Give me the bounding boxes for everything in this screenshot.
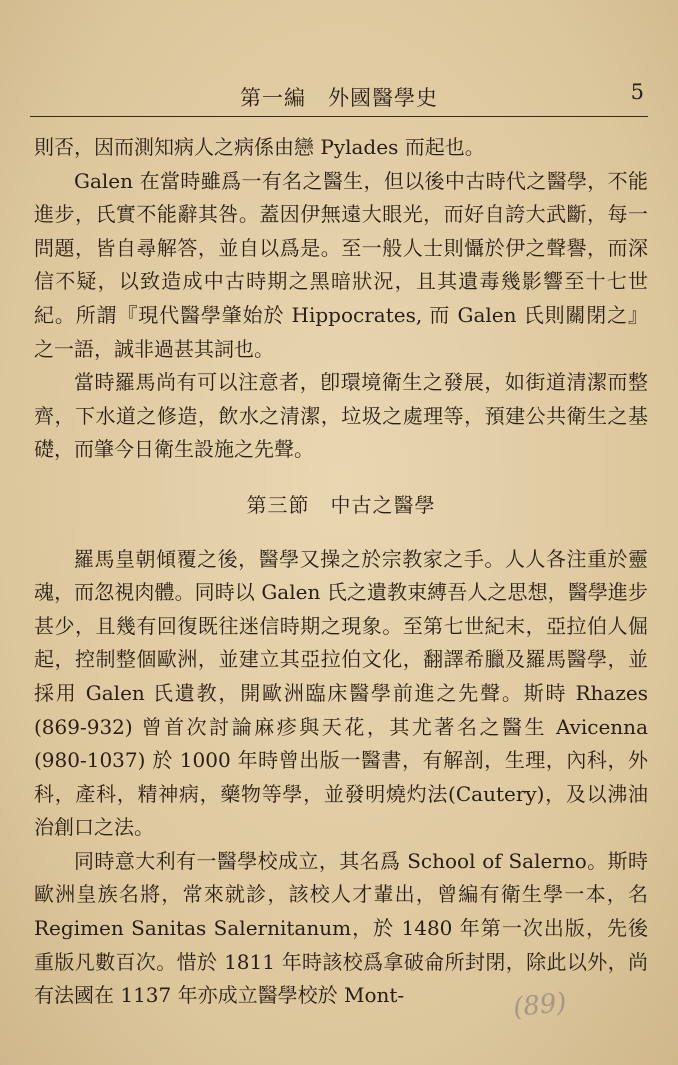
paragraph: Galen 在當時雖爲一有名之醫生，但以後中古時代之醫學，不能進步，氏實不能辭其咎。蓋因伊無遠大眼光，而好自誇大武斷，每一問題，皆自尋解答，並自以爲是。至一般人士則懾於伊之聲譽，而深信不疑，以致造成中古時期之黑暗狀況，且其遺毒幾影響至十七世紀。所謂『現代醫學肇始於 Hippocrates, 而 Galen 氏則關閉之』之一語，誠非過甚其詞也。 (34, 168, 648, 361)
header-title: 第一編 外國醫學史 (240, 86, 438, 110)
paragraph: 羅馬皇朝傾覆之後，醫學又操之於宗教家之手。人人各注重於靈魂，而忽視肉體。同時以 Galen 氏之遺教束縛吾人之思想，醫學進步甚少，且幾有回復既往迷信時期之現象。至第七世紀末，亞拉伯人倔起，控制整個歐洲，並建立其亞拉伯文化，翻譯希臘及羅馬醫學，並採用 Galen 氏遺教，開歐洲臨床醫學前進之先聲。斯時 Rhazes (869-932) 曾首次討論麻疹與天花，其尤著名之醫生 Avicenna (980-1037) 於 1000 年時曾出版一醫書，有解剖，生理，內科，外科，產科，精神病，藥物等學，並發明燒灼法(Cautery)，及以沸油治創口之法。 (34, 546, 648, 840)
handwritten-page-mark: (89) (511, 987, 568, 1024)
body-text (34, 131, 648, 1013)
page-number: 5 (630, 80, 644, 104)
paragraph: 則否，因而測知病人之病係由戀 Pylades 而起也。 (34, 135, 485, 159)
section-title: 第三節 中古之醫學 (246, 492, 436, 517)
paragraph: 同時意大利有一醫學校成立，其名爲 School of Salerno。斯時歐洲皇族名將，常來就診，該校人才輩出，曾編有衛生學一本，名 Regimen Sanitas Salernitanum，於 1480 年第一次出版，先後重版凡數百次。惜於 1811 年時該校爲拿破侖所封閉，除此以外，尚有法國在 1137 年亦成立醫學校於 Mont- (34, 848, 648, 1008)
running-header (30, 72, 648, 117)
paragraph: 當時羅馬尚有可以注意者，卽環境衛生之發展，如街道清潔而整齊，下水道之修造，飲水之清潔，垃圾之處理等，預建公共衛生之基礎，而肇今日衛生設施之先聲。 (34, 370, 648, 462)
